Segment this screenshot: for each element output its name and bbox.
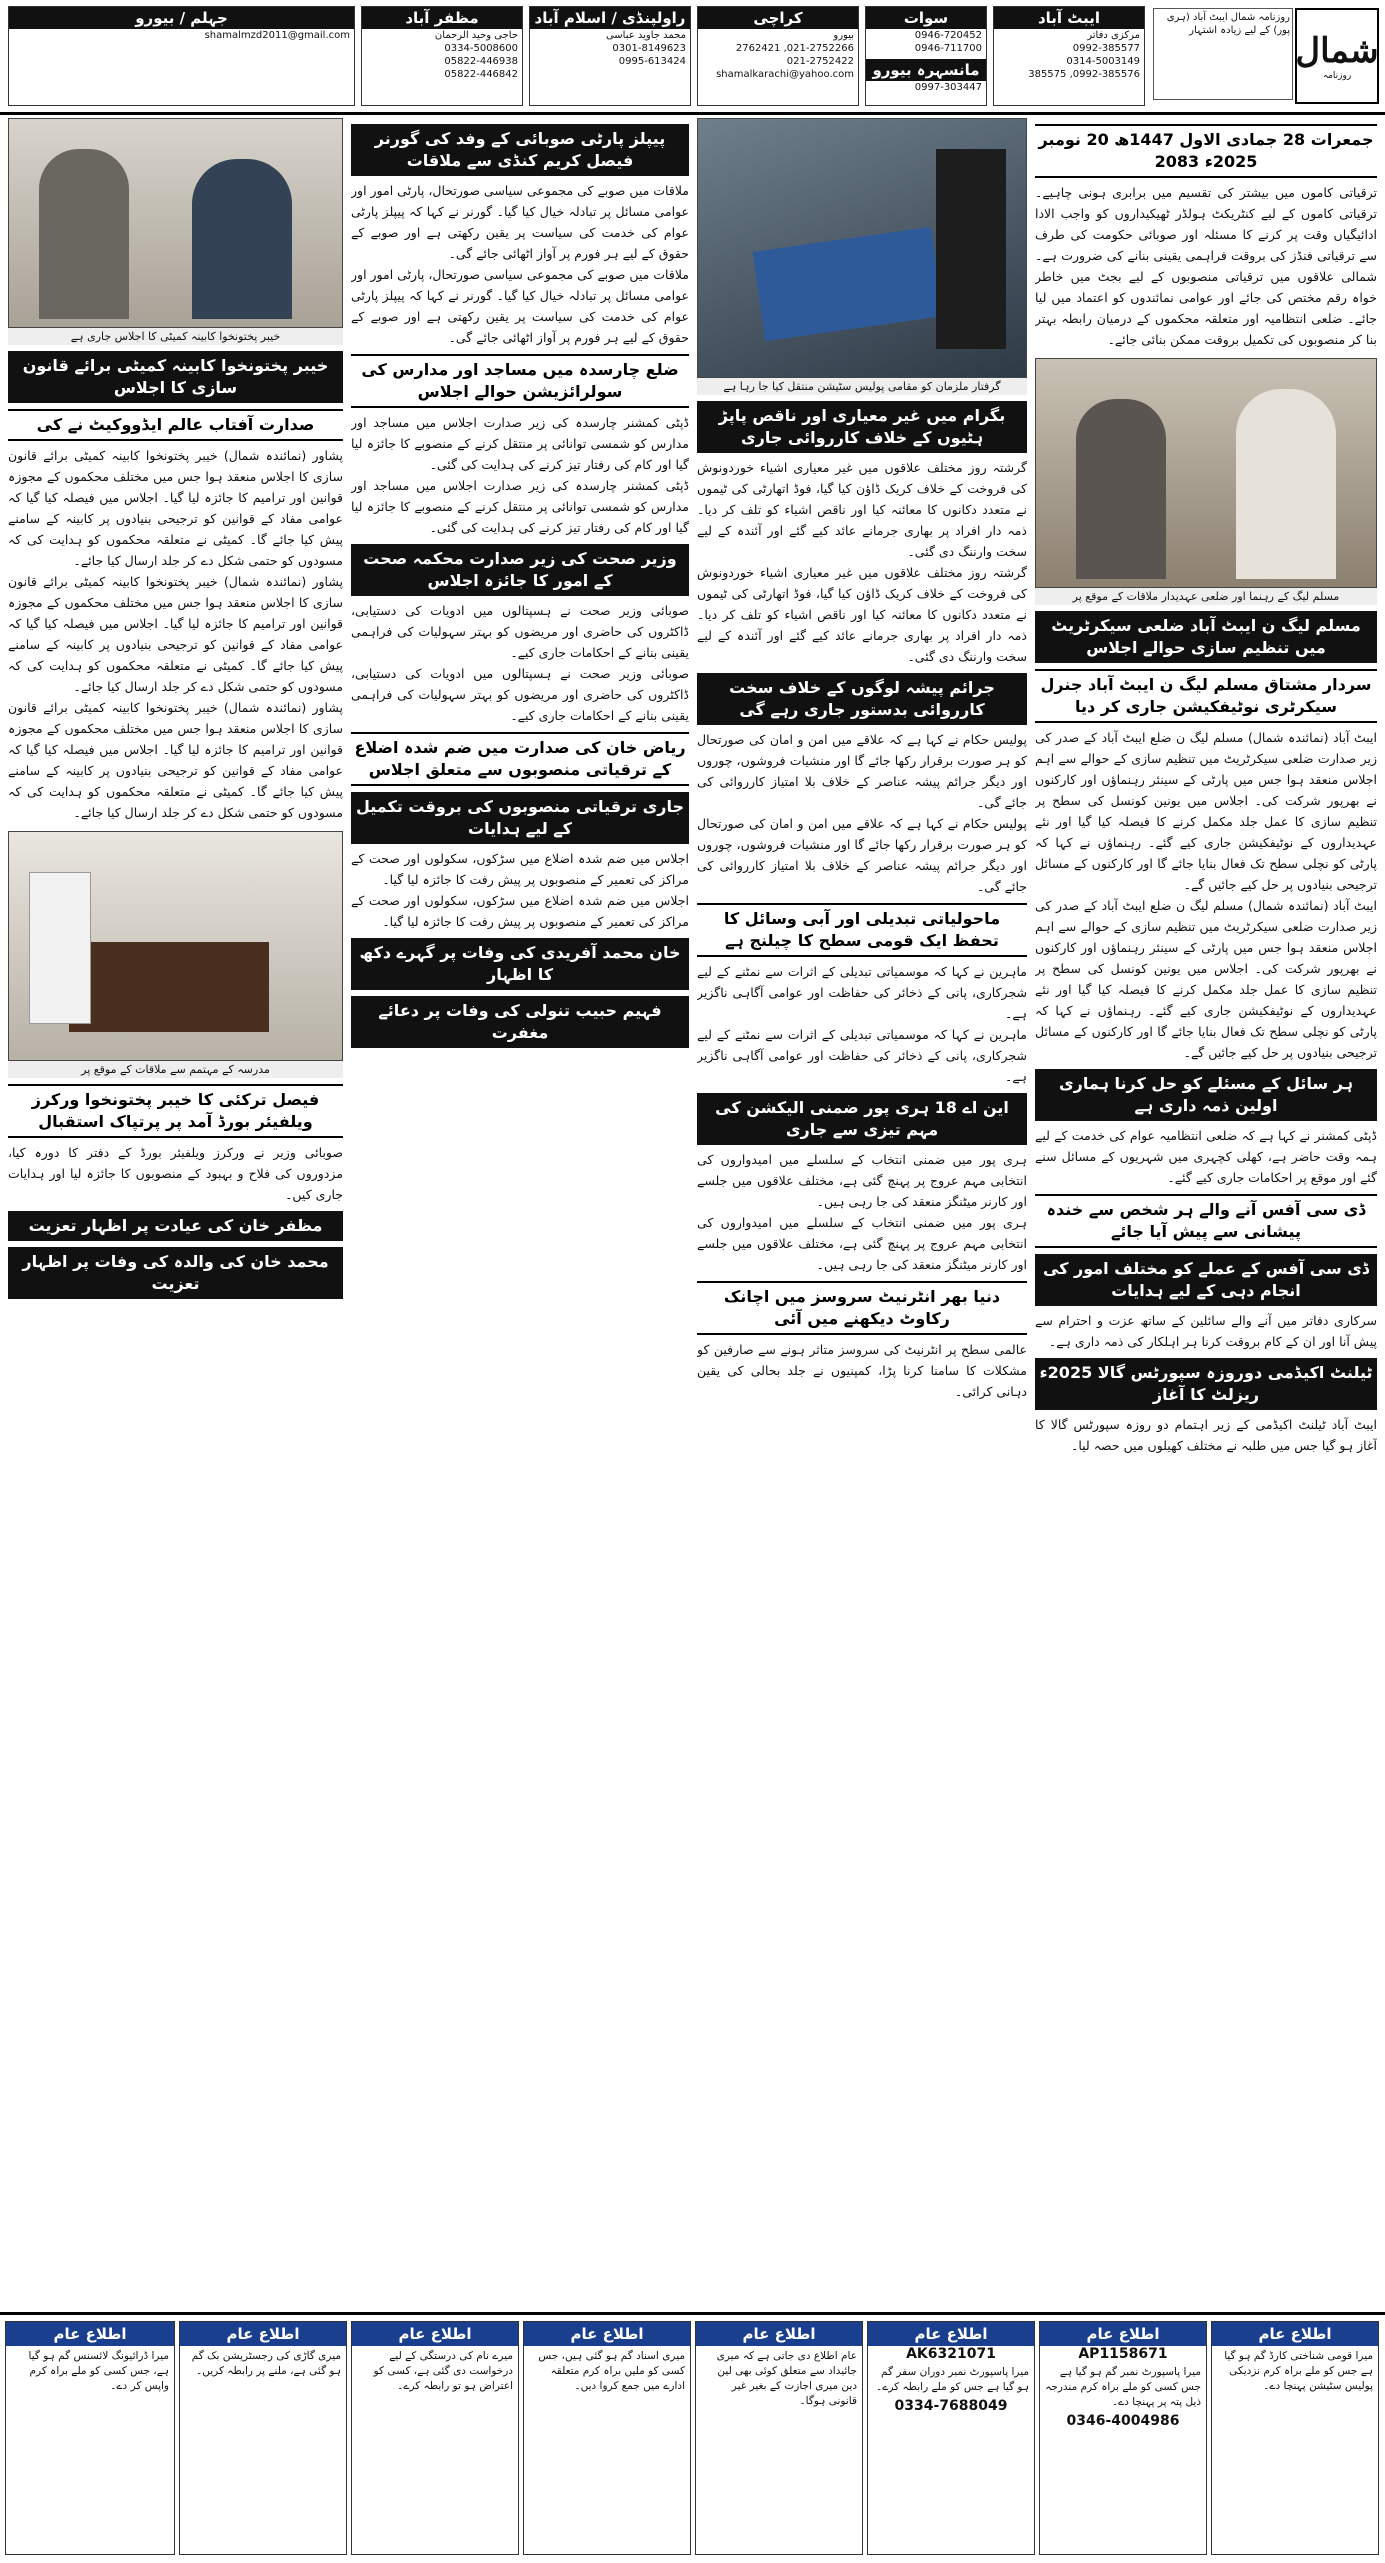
lead-text: ترقیاتی کاموں میں بیشتر کی تقسیم میں برابری ہونی چاہیے۔ ترقیاتی کاموں کے لیے کنٹریکٹ ہولڈر ٹھیکیداروں کو واجب الادا ادائیگیاں وقت پر کرنے کا مسئلہ اور صوبائی حکومت کی طرف سے ترقیاتی فنڈز کی بروقت فراہمی یقینی بنانے کی ضرورت ہے۔ شمالی علاقوں میں ترقیاتی منصوبوں کے لیے بجٹ میں خاطر خواہ رقم مختص کی جائے اور عوامی نمائندوں کو اعتماد میں لیا جائے۔ ضلعی انتظامیہ اور متعلقہ محکموں کے درمیان رابطہ بہتر بنا کر منصوبوں کی تکمیل بروقت ممکن بنائی جائے۔ — [1035, 185, 1377, 347]
office-line: 0314-5003149 — [1066, 56, 1140, 67]
photo-committee — [8, 118, 343, 328]
headline: ماحولیاتی تبدیلی اور آبی وسائل کا تحفظ ایک قومی سطح کا چیلنج ہے — [697, 903, 1027, 957]
article-text: پشاور (نمائندہ شمال) خیبر پختونخوا کابینہ کمیٹی برائے قانون سازی کا اجلاس منعقد ہوا جس میں مختلف محکموں کے مجوزہ قوانین اور ترامیم کا جائزہ لیا گیا۔ اجلاس میں فیصلہ کیا گیا کہ عوامی مفاد کے قوانین کو ترجیحی بنیادوں پر کابینہ کے سامنے پیش کیا جائے گا۔ کمیٹی نے متعلقہ محکموں کو ہدایت کی کہ مسودوں کو حتمی شکل دے کر جلد ارسال کیا جائے۔ — [8, 574, 343, 694]
office-line: shamalmzd2011@gmail.com — [204, 30, 350, 41]
headline: ڈی سی آفس آنے والے ہر شخص سے خندہ پیشانی سے پیش آیا جائے — [1035, 1194, 1377, 1248]
article-text: ایبٹ آباد (نمائندہ شمال) مسلم لیگ ن ضلع ایبٹ آباد کے صدر کی زیر صدارت ضلعی سیکرٹریٹ میں تنظیم سازی کے حوالے سے اہم اجلاس منعقد ہوا جس میں پارٹی کے سینئر رہنماؤں اور کارکنوں نے بھرپور شرکت کی۔ اجلاس میں یونین کونسل کی سطح پر تنظیم سازی کا عمل جلد مکمل کرنے کا فیصلہ کیا گیا اور نئے عہدیداروں کے نوٹیفکیشن جاری کیے گئے۔ رہنماؤں نے کہا کہ پارٹی کو نچلی سطح تک فعال بنایا جائے گا اور کارکنوں کے مسائل ترجیحی بنیادوں پر حل کیے جائیں گے۔ — [1035, 898, 1377, 1060]
headline: وزیر صحت کی زیر صدارت محکمہ صحت کے امور کا جائزہ اجلاس — [351, 544, 689, 596]
photo-caption: مدرسہ کے مہتمم سے ملاقات کے موقع پر — [8, 1061, 343, 1078]
condolence-box: مظفر خان کی عیادت پر اظہار تعزیت — [8, 1211, 343, 1241]
photo-arrest — [697, 118, 1027, 378]
logo-sub: روزنامہ — [1322, 71, 1352, 81]
office-line: shamalkarachi@yahoo.com — [716, 69, 854, 80]
ad-box — [351, 2321, 519, 2555]
headline: فیصل ترکئی کا خیبر پختونخوا ورکرز ویلفیئر بورڈ آمد پر پرتپاک استقبال — [8, 1084, 343, 1138]
ad-text: میرا قومی شناختی کارڈ گم ہو گیا ہے جس کو ملے براہ کرم نزدیکی پولیس سٹیشن پہنچا دے۔ — [1224, 2350, 1373, 2392]
office-title: مظفر آباد — [362, 7, 522, 29]
article-text: ملاقات میں صوبے کی مجموعی سیاسی صورتحال، پارٹی امور اور عوامی مسائل پر تبادلہ خیال کیا گیا۔ گورنر نے کہا کہ پیپلز پارٹی عوام کی خدمت کی سیاست پر یقین رکھتی ہے اور صوبے کے حقوق کے لیے ہر فورم پر آواز اٹھائی جائے گی۔ — [351, 267, 689, 345]
article-text: اجلاس میں ضم شدہ اضلاع میں سڑکوں، سکولوں اور صحت کے مراکز کی تعمیر کے منصوبوں پر پیش رفت کا جائزہ لیا گیا۔ — [351, 893, 689, 929]
column-1 — [1035, 118, 1377, 2308]
ad-text: میرا پاسپورٹ نمبر دوران سفر گم ہو گیا ہے جس کو ملے رابطہ کرے۔ — [876, 2366, 1029, 2393]
office-line: 021-2752266, 2762421 — [735, 43, 854, 54]
article-text: صوبائی وزیر صحت نے ہسپتالوں میں ادویات کی دستیابی، ڈاکٹروں کی حاضری اور مریضوں کو بہتر سہولیات کی فراہمی یقینی بنانے کے احکامات جاری کیے۔ — [351, 666, 689, 723]
photo-caption: مسلم لیگ کے رہنما اور ضلعی عہدیدار ملاقات کے موقع پر — [1035, 588, 1377, 605]
ad-text: میرے نام کی درستگی کے لیے درخواست دی گئی ہے، کسی کو اعتراض ہو تو رابطہ کرے۔ — [373, 2350, 513, 2392]
photo-office — [8, 831, 343, 1061]
office-sub: بیورو — [833, 30, 854, 41]
headline: جرائم پیشہ لوگوں کے خلاف سخت کارروائی بدستور جاری رہے گی — [697, 673, 1027, 725]
article-text: صوبائی وزیر نے ورکرز ویلفیئر بورڈ کے دفتر کا دورہ کیا، مزدوروں کی فلاح و بہبود کے منصوبوں کا جائزہ لیا اور ہدایات جاری کیں۔ — [8, 1145, 343, 1202]
top-strap: روزنامہ شمال ایبٹ آباد (ہری پور) کے لیے زیادہ اشتہار — [1153, 8, 1293, 100]
ad-contact: 0346-4004986 — [1066, 2413, 1180, 2429]
article-text: اجلاس میں ضم شدہ اضلاع میں سڑکوں، سکولوں اور صحت کے مراکز کی تعمیر کے منصوبوں پر پیش رفت کا جائزہ لیا گیا۔ — [351, 851, 689, 887]
office-line: محمد جاوید عباسی — [605, 30, 686, 41]
article-text: گرشتہ روز مختلف علاقوں میں غیر معیاری اشیاء خوردونوش کی فروخت کے خلاف کریک ڈاؤن کیا گیا، فوڈ اتھارٹی کی ٹیموں نے متعدد دکانوں کا معائنہ کیا اور ناقص اشیاء کو تلف کر دیا۔ ذمہ دار افراد پر بھاری جرمانے عائد کیے گئے اور آئندہ کے لیے سخت وارننگ دی گئی۔ — [697, 460, 1027, 559]
ad-text: میرا پاسپورٹ نمبر گم ہو گیا ہے جس کسی کو ملے براہ کرم مندرجہ ذیل پتہ پر پہنچا دے۔ — [1045, 2366, 1201, 2408]
ad-box — [5, 2321, 175, 2555]
office-box-swat — [865, 6, 987, 106]
subheadline: صدارت آفتاب عالم ایڈووکیٹ نے کی — [8, 409, 343, 441]
headline: ٹیلنٹ اکیڈمی دوروزہ سپورٹس گالا 2025ء ریزلٹ کا آغاز — [1035, 1358, 1377, 1410]
office-line: 0946-720452 — [914, 30, 982, 41]
headline: ضلع چارسدہ میں مساجد اور مدارس کی سولرائزیشن حوالے اجلاس — [351, 354, 689, 408]
ad-text: میرا ڈرائیونگ لائسنس گم ہو گیا ہے، جس کسی کو ملے براہ کرم واپس کر دے۔ — [28, 2350, 169, 2392]
office-line: 0992-385576, 385575 — [1028, 69, 1140, 80]
ad-box — [523, 2321, 691, 2555]
office-line: 0992-385577 — [1072, 43, 1140, 54]
photo-meeting — [1035, 358, 1377, 588]
article-text: ہری پور میں ضمنی انتخاب کے سلسلے میں امیدواروں کی انتخابی مہم عروج پر پہنچ گئی ہے، مختلف علاقوں میں جلسے اور کارنر میٹنگز منعقد کی جا رہی ہیں۔ — [697, 1152, 1027, 1209]
ad-box — [179, 2321, 347, 2555]
headline: پیپلز پارٹی صوبائی کے وفد کی گورنر فیصل کریم کنڈی سے ملاقات — [351, 124, 689, 176]
office-line: 0997-303447 — [914, 82, 982, 93]
office-title: راولپنڈی / اسلام آباد — [530, 7, 690, 29]
article-text: پشاور (نمائندہ شمال) خیبر پختونخوا کابینہ کمیٹی برائے قانون سازی کا اجلاس منعقد ہوا جس میں مختلف محکموں کے مجوزہ قوانین اور ترامیم کا جائزہ لیا گیا۔ اجلاس میں فیصلہ کیا گیا کہ عوامی مفاد کے قوانین کو ترجیحی بنیادوں پر کابینہ کے سامنے پیش کیا جائے گا۔ کمیٹی نے متعلقہ محکموں کو ہدایت کی کہ مسودوں کو حتمی شکل دے کر جلد ارسال کیا جائے۔ — [8, 448, 343, 568]
headline: ہر سائل کے مسئلے کو حل کرنا ہماری اولین ذمہ داری ہے — [1035, 1069, 1377, 1121]
article-text: ماہرین نے کہا کہ موسمیاتی تبدیلی کے اثرات سے نمٹنے کے لیے شجرکاری، پانی کے ذخائر کی حفاظت اور عوامی آگاہی ناگزیر ہے۔ — [697, 1027, 1027, 1084]
newspaper-logo — [1295, 8, 1379, 104]
article-text: پولیس حکام نے کہا ہے کہ علاقے میں امن و امان کی صورتحال کو ہر صورت برقرار رکھا جائے گا اور منشیات فروشوں، چوروں اور دیگر جرائم پیشہ عناصر کے خلاف بلا امتیاز کارروائی کی جائے گی۔ — [697, 732, 1027, 810]
office-title: جہلم / بیورو — [9, 7, 354, 29]
office-sub: مرکزی دفاتر — [1087, 30, 1140, 41]
ad-title: اطلاع عام — [180, 2322, 346, 2346]
subheadline: جاری ترقیاتی منصوبوں کی بروقت تکمیل کے لیے ہدایات — [351, 792, 689, 844]
photo-caption: خیبر پختونخوا کابینہ کمیٹی کا اجلاس جاری ہے — [8, 328, 343, 345]
column-3 — [351, 118, 689, 2308]
condolence-box: خان محمد آفریدی کی وفات پر گہرے دکھ کا اظہار — [351, 938, 689, 990]
office-line: 05822-446938 — [444, 56, 518, 67]
ad-text: میری گاڑی کی رجسٹریشن بک گم ہو گئی ہے، ملنے پر رابطہ کریں۔ — [191, 2350, 341, 2377]
ad-passport-number: AK6321071 — [906, 2346, 996, 2362]
ad-title: اطلاع عام — [868, 2322, 1034, 2346]
ad-title: اطلاع عام — [1212, 2322, 1378, 2346]
office-title: ایبٹ آباد — [994, 7, 1144, 29]
ad-title: اطلاع عام — [6, 2322, 174, 2346]
ad-title: اطلاع عام — [524, 2322, 690, 2346]
ad-box — [867, 2321, 1035, 2555]
ad-title: اطلاع عام — [696, 2322, 862, 2346]
masthead — [0, 0, 1385, 115]
article-text: صوبائی وزیر صحت نے ہسپتالوں میں ادویات کی دستیابی، ڈاکٹروں کی حاضری اور مریضوں کو بہتر سہولیات کی فراہمی یقینی بنانے کے احکامات جاری کیے۔ — [351, 603, 689, 660]
ad-box — [1039, 2321, 1207, 2555]
article-text: عالمی سطح پر انٹرنیٹ کی سروسز متاثر ہونے سے صارفین کو مشکلات کا سامنا کرنا پڑا، کمپنیوں نے جلد بحالی کی یقین دہانی کرائی۔ — [697, 1342, 1027, 1399]
headline: این اے 18 ہری پور ضمنی الیکشن کی مہم تیزی سے جاری — [697, 1093, 1027, 1145]
classified-ads-row — [0, 2312, 1385, 2563]
office-line: 0334-5008600 — [444, 43, 518, 54]
ad-title: اطلاع عام — [352, 2322, 518, 2346]
headline: مسلم لیگ ن ایبٹ آباد ضلعی سیکرٹریٹ میں تنظیم سازی حوالے اجلاس — [1035, 611, 1377, 663]
subheadline: ڈی سی آفس کے عملے کو مختلف امور کی انجام دہی کے لیے ہدایات — [1035, 1254, 1377, 1306]
ad-contact: 0334-7688049 — [894, 2398, 1008, 2414]
office-line: 0995-613424 — [618, 56, 686, 67]
article-text: سرکاری دفاتر میں آنے والے سائلین کے ساتھ عزت و احترام سے پیش آنا اور ان کے کام بروقت کرنا ہر اہلکار کی ذمہ داری ہے۔ — [1035, 1313, 1377, 1349]
condolence-box: فہیم حبیب تنولی کی وفات پر دعائے مغفرت — [351, 996, 689, 1048]
article-text: ڈپٹی کمشنر چارسدہ کی زیر صدارت اجلاس میں مساجد اور مدارس کو شمسی توانائی پر منتقل کرنے کے منصوبے کا جائزہ لیا گیا اور کام کی رفتار تیز کرنے کی ہدایت کی گئی۔ — [351, 415, 689, 472]
office-line: 021-2752422 — [786, 56, 854, 67]
article-text: ایبٹ آباد (نمائندہ شمال) مسلم لیگ ن ضلع ایبٹ آباد کے صدر کی زیر صدارت ضلعی سیکرٹریٹ میں تنظیم سازی کے حوالے سے اہم اجلاس منعقد ہوا جس میں پارٹی کے سینئر رہنماؤں اور کارکنوں نے بھرپور شرکت کی۔ اجلاس میں یونین کونسل کی سطح پر تنظیم سازی کا عمل جلد مکمل کرنے کا فیصلہ کیا گیا اور نئے عہدیداروں کے نوٹیفکیشن جاری کیے گئے۔ رہنماؤں نے کہا کہ پارٹی کو نچلی سطح تک فعال بنایا جائے گا اور کارکنوں کے مسائل ترجیحی بنیادوں پر حل کیے جائیں گے۔ — [1035, 730, 1377, 892]
ad-passport-number: AP1158671 — [1078, 2346, 1168, 2362]
office-box-jhelum — [8, 6, 355, 106]
article-text: ہری پور میں ضمنی انتخاب کے سلسلے میں امیدواروں کی انتخابی مہم عروج پر پہنچ گئی ہے، مختلف علاقوں میں جلسے اور کارنر میٹنگز منعقد کی جا رہی ہیں۔ — [697, 1215, 1027, 1272]
office-line: 0301-8149623 — [612, 43, 686, 54]
article-text: گرشتہ روز مختلف علاقوں میں غیر معیاری اشیاء خوردونوش کی فروخت کے خلاف کریک ڈاؤن کیا گیا، فوڈ اتھارٹی کی ٹیموں نے متعدد دکانوں کا معائنہ کیا اور ناقص اشیاء کو تلف کر دیا۔ ذمہ دار افراد پر بھاری جرمانے عائد کیے گئے اور آئندہ کے لیے سخت وارننگ دی گئی۔ — [697, 565, 1027, 664]
logo-word: شمال — [1295, 31, 1379, 71]
office-line: حاجی وحید الرحمان — [434, 30, 518, 41]
office-box-muzaffarabad — [361, 6, 523, 106]
article-text: ایبٹ آباد ٹیلنٹ اکیڈمی کے زیر اہتمام دو روزہ سپورٹس گالا کا آغاز ہو گیا جس میں طلبہ نے مختلف کھیلوں میں حصہ لیا۔ — [1035, 1417, 1377, 1453]
article-text: ڈپٹی کمشنر چارسدہ کی زیر صدارت اجلاس میں مساجد اور مدارس کو شمسی توانائی پر منتقل کرنے کے منصوبے کا جائزہ لیا گیا اور کام کی رفتار تیز کرنے کی ہدایت کی گئی۔ — [351, 478, 689, 535]
column-2 — [697, 118, 1027, 2308]
office-title: مانسہرہ بیورو — [866, 59, 986, 81]
photo-caption: گرفتار ملزمان کو مقامی پولیس سٹیشن منتقل کیا جا رہا ہے — [697, 378, 1027, 395]
office-box-rawalpindi — [529, 6, 691, 106]
ad-text: عام اطلاع دی جاتی ہے کہ میری جائیداد سے متعلق کوئی بھی لین دین میری اجازت کے بغیر غیر قانونی ہوگا۔ — [716, 2350, 857, 2407]
article-text: پشاور (نمائندہ شمال) خیبر پختونخوا کابینہ کمیٹی برائے قانون سازی کا اجلاس منعقد ہوا جس میں مختلف محکموں کے مجوزہ قوانین اور ترامیم کا جائزہ لیا گیا۔ اجلاس میں فیصلہ کیا گیا کہ عوامی مفاد کے قوانین کو ترجیحی بنیادوں پر کابینہ کے سامنے پیش کیا جائے گا۔ کمیٹی نے متعلقہ محکموں کو ہدایت کی کہ مسودوں کو حتمی شکل دے کر جلد ارسال کیا جائے۔ — [8, 700, 343, 820]
column-4 — [8, 118, 343, 2308]
article-text: پولیس حکام نے کہا ہے کہ علاقے میں امن و امان کی صورتحال کو ہر صورت برقرار رکھا جائے گا اور منشیات فروشوں، چوروں اور دیگر جرائم پیشہ عناصر کے خلاف بلا امتیاز کارروائی کی جائے گی۔ — [697, 816, 1027, 894]
headline: ریاض خان کی صدارت میں ضم شدہ اضلاع کے ترقیاتی منصوبوں سے متعلق اجلاس — [351, 732, 689, 786]
office-title: کراچی — [698, 7, 858, 29]
headline: بگرام میں غیر معیاری اور ناقص پاپڑ ہٹیوں کے خلاف کارروائی جاری — [697, 401, 1027, 453]
headline: خیبر پختونخوا کابینہ کمیٹی برائے قانون سازی کا اجلاس — [8, 351, 343, 403]
ad-text: میری اسناد گم ہو گئی ہیں، جس کسی کو ملیں براہ کرم متعلقہ ادارے میں جمع کروا دیں۔ — [538, 2350, 685, 2392]
office-line: 05822-446842 — [444, 69, 518, 80]
article-text: ڈپٹی کمشنر نے کہا ہے کہ ضلعی انتظامیہ عوام کی خدمت کے لیے ہمہ وقت حاضر ہے، کھلی کچہری میں شہریوں کے مسائل سنے گئے اور موقع پر احکامات جاری کیے گئے۔ — [1035, 1128, 1377, 1185]
office-line: 0946-711700 — [914, 43, 982, 54]
article-text: ماہرین نے کہا کہ موسمیاتی تبدیلی کے اثرات سے نمٹنے کے لیے شجرکاری، پانی کے ذخائر کی حفاظت اور عوامی آگاہی ناگزیر ہے۔ — [697, 964, 1027, 1021]
ad-title: اطلاع عام — [1040, 2322, 1206, 2346]
office-title: سوات — [866, 7, 986, 29]
ad-box — [695, 2321, 863, 2555]
article-text: ملاقات میں صوبے کی مجموعی سیاسی صورتحال، پارٹی امور اور عوامی مسائل پر تبادلہ خیال کیا گیا۔ گورنر نے کہا کہ پیپلز پارٹی عوام کی خدمت کی سیاست پر یقین رکھتی ہے اور صوبے کے حقوق کے لیے ہر فورم پر آواز اٹھائی جائے گی۔ — [351, 183, 689, 261]
ad-box — [1211, 2321, 1379, 2555]
headline: دنیا بھر انٹرنیٹ سروسز میں اچانک رکاوٹ دیکھنے میں آئی — [697, 1281, 1027, 1335]
condolence-box: محمد خان کی والدہ کی وفات پر اظہار تعزیت — [8, 1247, 343, 1299]
date-line: جمعرات 28 جمادی الاول 1447ھ 20 نومبر 2025ء 2083 — [1035, 124, 1377, 178]
office-box-abbottabad — [993, 6, 1145, 106]
office-box-karachi — [697, 6, 859, 106]
subheadline: سردار مشتاق مسلم لیگ ن ایبٹ آباد جنرل سیکرٹری نوٹیفکیشن جاری کر دیا — [1035, 669, 1377, 723]
